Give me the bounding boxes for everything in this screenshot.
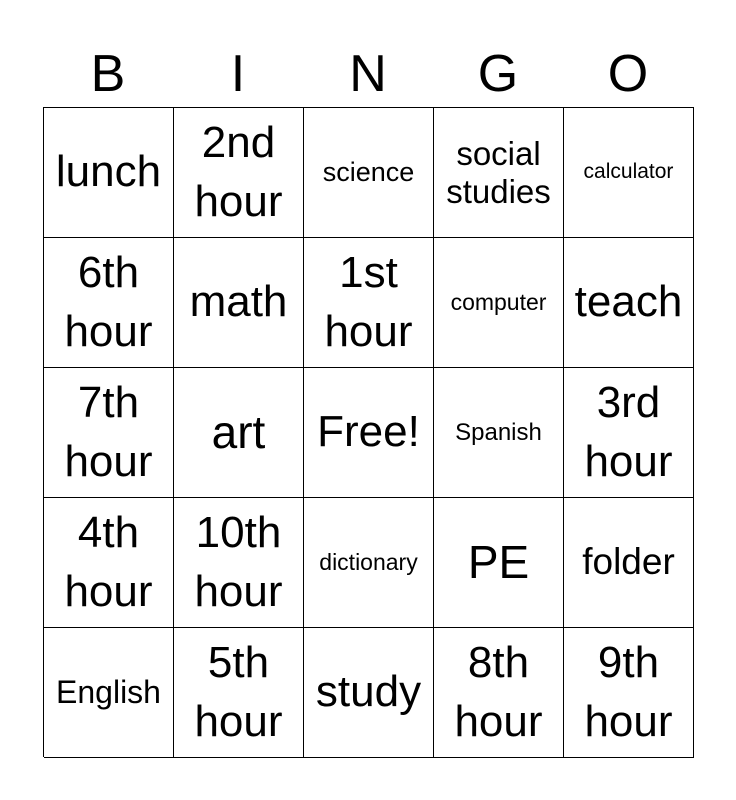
- cell-text: 8th hour: [454, 637, 543, 746]
- cell-text: 1st hour: [324, 247, 413, 356]
- bingo-cell-r2-c1: [44, 238, 174, 368]
- header-letter-n: N: [349, 45, 387, 103]
- bingo-cell-r3-c1: [44, 368, 174, 498]
- cell-text: teach: [574, 277, 683, 327]
- cell-text: lunch: [55, 147, 162, 197]
- cell-text: dictionary: [319, 549, 418, 576]
- cell-text: 9th hour: [584, 637, 673, 746]
- bingo-cell-r2-c3: [304, 238, 434, 368]
- cell-text: math: [189, 277, 288, 327]
- header-letter-b: B: [90, 45, 126, 103]
- cell-text: science: [322, 156, 415, 187]
- cell-text: PE: [467, 536, 530, 589]
- bingo-cell-r1-c3: [304, 108, 434, 238]
- cell-text: calculator: [583, 160, 674, 184]
- cell-text: art: [211, 406, 266, 459]
- cell-text: 4th hour: [64, 507, 153, 616]
- bingo-cell-r5-c3: [304, 628, 434, 758]
- cell-text: folder: [582, 541, 675, 583]
- header-letter-i: I: [230, 45, 246, 103]
- cell-text: Free!: [317, 407, 420, 457]
- bingo-cell-r3-c5: [564, 368, 694, 498]
- cell-text: computer: [450, 289, 547, 316]
- bingo-cell-r5-c4: [434, 628, 564, 758]
- cell-text: 3rd hour: [584, 377, 673, 486]
- bingo-cell-r1-c5: [564, 108, 694, 238]
- cell-text: social studies: [446, 134, 551, 210]
- cell-text: 6th hour: [64, 247, 153, 356]
- bingo-cell-r3-c4: [434, 368, 564, 498]
- cell-text: Spanish: [455, 418, 542, 446]
- bingo-cell-r4-c4: [434, 498, 564, 628]
- cell-text: study: [315, 667, 422, 717]
- bingo-cell-r2-c4: [434, 238, 564, 368]
- bingo-cell-r4-c2: [174, 498, 304, 628]
- header-letter-o: O: [607, 45, 649, 103]
- bingo-cell-r4-c3: [304, 498, 434, 628]
- bingo-cell-r1-c1: [44, 108, 174, 238]
- bingo-cell-r2-c2: [174, 238, 304, 368]
- bingo-cell-r3-c3: [304, 368, 434, 498]
- bingo-cell-r3-c2: [174, 368, 304, 498]
- cell-text: 10th hour: [194, 507, 283, 616]
- cell-text: English: [56, 674, 161, 711]
- cell-text: 5th hour: [194, 637, 283, 746]
- bingo-board: [43, 107, 694, 757]
- bingo-header: [43, 40, 693, 108]
- bingo-cell-r4-c1: [44, 498, 174, 628]
- cell-text: 2nd hour: [194, 117, 283, 226]
- bingo-cell-r5-c5: [564, 628, 694, 758]
- bingo-cell-r5-c2: [174, 628, 304, 758]
- cell-text: 7th hour: [64, 377, 153, 486]
- bingo-cell-r1-c2: [174, 108, 304, 238]
- bingo-cell-r1-c4: [434, 108, 564, 238]
- bingo-cell-r5-c1: [44, 628, 174, 758]
- header-letter-g: G: [477, 45, 519, 103]
- bingo-cell-r4-c5: [564, 498, 694, 628]
- bingo-cell-r2-c5: [564, 238, 694, 368]
